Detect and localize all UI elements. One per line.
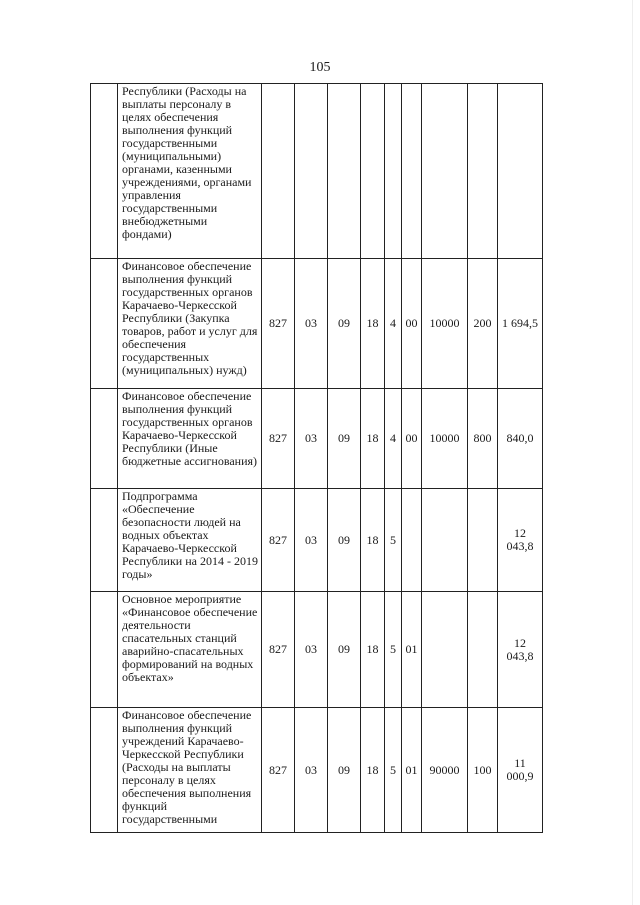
row-ministry: 827: [262, 708, 295, 833]
row-section: 03: [295, 708, 328, 833]
row-expense-type: 800: [468, 389, 498, 489]
row-event: 01: [402, 708, 422, 833]
table-row: [91, 84, 543, 259]
row-blank-cell: [91, 708, 118, 833]
budget-table: [90, 83, 543, 833]
row-subsection: 09: [328, 389, 361, 489]
row-amount: 12 043,8: [498, 489, 543, 592]
row-ministry: 827: [262, 259, 295, 389]
row-description: Финансовое обеспечение выполнения функций государственных органов Карачаево-Черкесской Республики (Иные бюджетные ассигнования): [118, 389, 262, 489]
row-amount: 1 694,5: [498, 259, 543, 389]
row-section: 03: [295, 259, 328, 389]
table-row: [91, 259, 543, 389]
row-subsection: 09: [328, 259, 361, 389]
row-event: 00: [402, 389, 422, 489]
row-amount: 840,0: [498, 389, 543, 489]
row-subprogram: 4: [385, 259, 402, 389]
scan-edge-mark: [632, 0, 633, 905]
row-amount: 11 000,9: [498, 708, 543, 833]
row-program: 18: [361, 389, 385, 489]
row-blank-cell: [91, 259, 118, 389]
row-section: 03: [295, 489, 328, 592]
row-section: 03: [295, 389, 328, 489]
row-blank-cell: [91, 389, 118, 489]
row-ministry: 827: [262, 489, 295, 592]
row-blank-cell: [91, 489, 118, 592]
row-subprogram: 5: [385, 708, 402, 833]
row-direction: [422, 592, 468, 708]
row-section: 03: [295, 592, 328, 708]
row-expense-type: 200: [468, 259, 498, 389]
table-row: [91, 389, 543, 489]
table-row: [91, 708, 543, 833]
row-direction: 10000: [422, 259, 468, 389]
row-amount: 12 043,8: [498, 592, 543, 708]
row-blank-cell: [91, 592, 118, 708]
row-direction: 10000: [422, 389, 468, 489]
row-direction: 90000: [422, 708, 468, 833]
row-subsection: 09: [328, 708, 361, 833]
row-expense-type: [468, 489, 498, 592]
row-ministry: [262, 84, 295, 259]
row-subprogram: 5: [385, 489, 402, 592]
row-event: 00: [402, 259, 422, 389]
row-ministry: 827: [262, 389, 295, 489]
row-program: 18: [361, 489, 385, 592]
row-description: Подпрограмма «Обеспечение безопасности людей на водных объектах Карачаево-Черкесской Республики на 2014 - 2019 годы»: [118, 489, 262, 592]
row-description: Республики (Расходы на выплаты персоналу в целях обеспечения выполнения функций государственными (муниципальными) органами, казенными учреждениями, органами управления государственными внебюджетными фондами): [118, 84, 262, 259]
row-program: 18: [361, 592, 385, 708]
table-row: [91, 592, 543, 708]
row-direction: [422, 84, 468, 259]
row-subsection: [328, 84, 361, 259]
row-expense-type: [468, 592, 498, 708]
row-program: 18: [361, 708, 385, 833]
row-event: 01: [402, 592, 422, 708]
row-subprogram: 5: [385, 592, 402, 708]
table-row: [91, 489, 543, 592]
row-direction: [422, 489, 468, 592]
row-ministry: 827: [262, 592, 295, 708]
row-program: [361, 84, 385, 259]
row-event: [402, 84, 422, 259]
row-blank-cell: [91, 84, 118, 259]
row-subsection: 09: [328, 489, 361, 592]
row-subprogram: [385, 84, 402, 259]
row-subsection: 09: [328, 592, 361, 708]
row-section: [295, 84, 328, 259]
row-event: [402, 489, 422, 592]
row-description: Основное мероприятие «Финансовое обеспечение деятельности спасательных станций аварийно-спасательных формирований на водных объектах»: [118, 592, 262, 708]
row-description: Финансовое обеспечение выполнения функций государственных органов Карачаево-Черкесской Республики (Закупка товаров, работ и услуг для обеспечения государственных (муниципальных) нужд): [118, 259, 262, 389]
row-amount: [498, 84, 543, 259]
row-expense-type: 100: [468, 708, 498, 833]
row-expense-type: [468, 84, 498, 259]
row-subprogram: 4: [385, 389, 402, 489]
page-number: 105: [309, 60, 331, 75]
row-program: 18: [361, 259, 385, 389]
row-description: Финансовое обеспечение выполнения функций учреждений Карачаево-Черкесской Республики (Расходы на выплаты персоналу в целях обеспечения выполнения функций государственными: [118, 708, 262, 833]
